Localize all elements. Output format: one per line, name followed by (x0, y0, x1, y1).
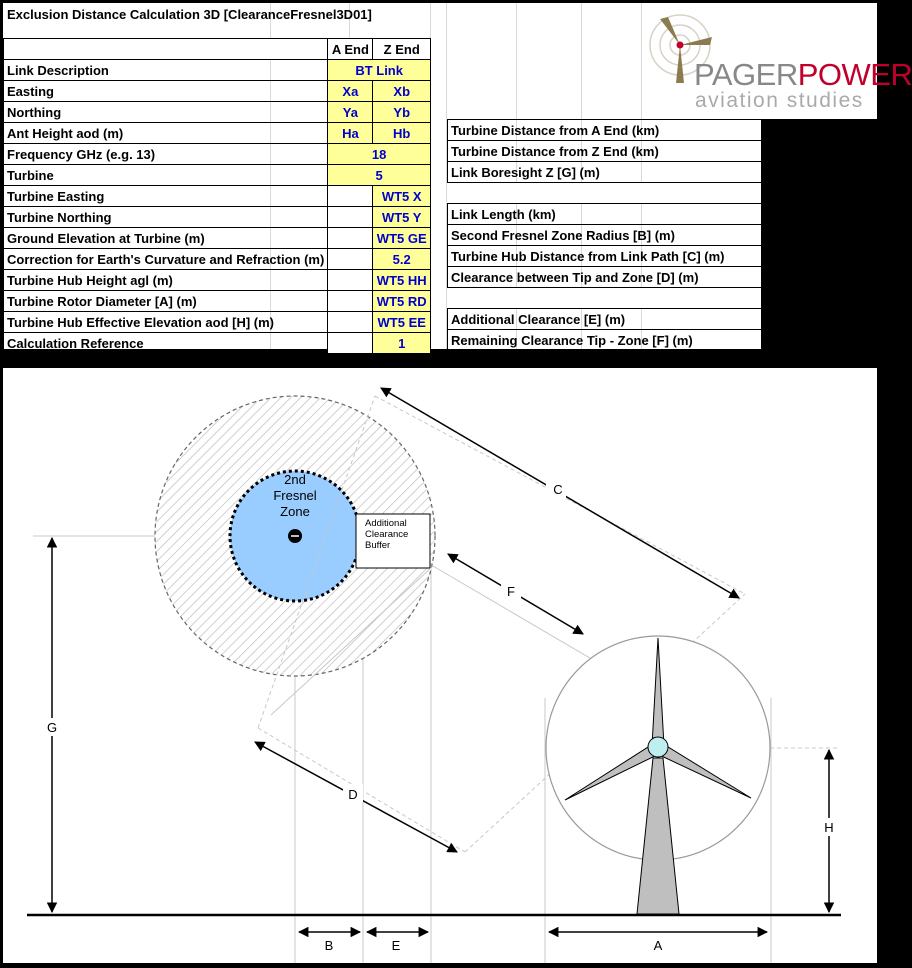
output-row (448, 330, 877, 351)
row-label: Easting (4, 81, 328, 102)
header-spacer (4, 39, 328, 60)
z-end-cell[interactable]: WT5 GE (373, 228, 431, 249)
output-value-cell (761, 141, 876, 162)
input-row (4, 123, 431, 144)
output-value-cell (761, 183, 876, 204)
input-row (4, 165, 431, 186)
z-end-header: Z End (373, 39, 431, 60)
logo-tagline: aviation studies (695, 89, 864, 112)
clearance-diagram-panel (3, 368, 877, 963)
merged-value-cell[interactable]: BT Link (328, 60, 431, 81)
c-label: C (553, 482, 563, 497)
input-row (4, 186, 431, 207)
a-end-cell[interactable] (328, 291, 373, 312)
row-label: Ground Elevation at Turbine (m) (4, 228, 328, 249)
zone-label-line1: 2nd (284, 472, 306, 487)
row-label: Turbine Rotor Diameter [A] (m) (4, 291, 328, 312)
g-label: G (46, 720, 58, 735)
a-end-cell[interactable] (328, 333, 373, 354)
a-end-cell[interactable] (328, 270, 373, 291)
buffer-label-line3: Buffer (365, 540, 391, 551)
output-row (448, 267, 877, 288)
output-value-cell (761, 288, 876, 309)
f-label: F (507, 584, 515, 599)
output-row (448, 309, 877, 330)
input-row (4, 81, 431, 102)
a-end-cell[interactable] (328, 228, 373, 249)
logo-wordmark: PAGERPOWER (694, 57, 912, 92)
row-label: Ant Height aod (m) (4, 123, 328, 144)
a-end-cell[interactable]: Xa (328, 81, 373, 102)
output-label: Clearance between Tip and Zone [D] (m) (448, 267, 762, 288)
output-value-cell (761, 204, 876, 225)
pager-power-logo (640, 7, 912, 112)
output-label: Link Length (km) (448, 204, 762, 225)
z-end-cell[interactable]: WT5 X (373, 186, 431, 207)
input-row (4, 333, 431, 354)
output-value-cell (761, 330, 876, 351)
z-end-cell[interactable]: 5.2 (373, 249, 431, 270)
input-row (4, 102, 431, 123)
a-end-cell[interactable]: Ha (328, 123, 373, 144)
zone-label-line3: Zone (280, 504, 310, 519)
row-label: Turbine Easting (4, 186, 328, 207)
z-end-cell[interactable]: Xb (373, 81, 431, 102)
a-end-cell[interactable] (328, 312, 373, 333)
row-label: Correction for Earth's Curvature and Refraction (m) (4, 249, 328, 270)
input-row (4, 60, 431, 81)
merged-value-cell[interactable]: 5 (328, 165, 431, 186)
zone-label-line2: Fresnel (273, 488, 317, 503)
output-value-cell (761, 267, 876, 288)
z-end-cell[interactable]: 1 (373, 333, 431, 354)
output-row (448, 225, 877, 246)
input-table (3, 38, 431, 354)
output-row (448, 288, 877, 309)
z-end-cell[interactable]: WT5 RD (373, 291, 431, 312)
output-label: Turbine Distance from A End (km) (448, 120, 762, 141)
output-row (448, 120, 877, 141)
output-row (448, 204, 877, 225)
turbine-hub (648, 737, 668, 757)
output-value-cell (761, 309, 876, 330)
input-row (4, 249, 431, 270)
output-label: Second Fresnel Zone Radius [B] (m) (448, 225, 762, 246)
input-row (4, 291, 431, 312)
output-row (448, 162, 877, 183)
row-label: Turbine Northing (4, 207, 328, 228)
input-row (4, 228, 431, 249)
output-row (448, 183, 877, 204)
header-row (4, 39, 431, 60)
output-value-cell (761, 225, 876, 246)
output-row (448, 246, 877, 267)
buffer-label-line1: Additional (365, 518, 407, 529)
b-label: B (324, 938, 334, 953)
output-label: Remaining Clearance Tip - Zone [F] (m) (448, 330, 762, 351)
output-label: Additional Clearance [E] (m) (448, 309, 762, 330)
row-label: Frequency GHz (e.g. 13) (4, 144, 328, 165)
a-end-cell[interactable] (328, 207, 373, 228)
row-label: Link Description (4, 60, 328, 81)
output-value-cell (761, 120, 876, 141)
row-label: Turbine Hub Height agl (m) (4, 270, 328, 291)
input-row (4, 312, 431, 333)
input-row (4, 207, 431, 228)
clearance-diagram (3, 368, 877, 963)
blank-cell (448, 288, 762, 309)
propeller-logo-icon (640, 7, 700, 87)
output-table (447, 119, 877, 351)
z-end-cell[interactable]: WT5 HH (373, 270, 431, 291)
buffer-label-line2: Clearance (365, 529, 409, 540)
merged-value-cell[interactable]: 18 (328, 144, 431, 165)
input-row (4, 270, 431, 291)
a-end-header: A End (328, 39, 373, 60)
d-label: D (348, 787, 358, 802)
z-end-cell[interactable]: WT5 Y (373, 207, 431, 228)
a-end-cell[interactable]: Ya (328, 102, 373, 123)
row-label: Northing (4, 102, 328, 123)
input-row (4, 144, 431, 165)
row-label: Turbine (4, 165, 328, 186)
output-label: Turbine Distance from Z End (km) (448, 141, 762, 162)
blank-cell (448, 183, 762, 204)
z-end-cell[interactable]: Yb (373, 102, 431, 123)
output-label: Link Boresight Z [G] (m) (448, 162, 762, 183)
row-label: Turbine Hub Effective Elevation aod [H] (m) (4, 312, 328, 333)
output-value-cell (761, 246, 876, 267)
a-end-cell[interactable] (328, 249, 373, 270)
spreadsheet-panel (3, 3, 912, 351)
z-end-cell[interactable]: Hb (373, 123, 431, 144)
a-end-cell[interactable] (328, 186, 373, 207)
output-value-cell (761, 162, 876, 183)
e-label: E (391, 938, 401, 953)
z-end-cell[interactable]: WT5 EE (373, 312, 431, 333)
row-label: Calculation Reference (4, 333, 328, 354)
h-label: H (824, 820, 834, 835)
output-row (448, 141, 877, 162)
output-label: Turbine Hub Distance from Link Path [C] (m) (448, 246, 762, 267)
a-label: A (653, 938, 663, 953)
sheet-title: Exclusion Distance Calculation 3D [ClearanceFresnel3D01] (7, 7, 372, 22)
